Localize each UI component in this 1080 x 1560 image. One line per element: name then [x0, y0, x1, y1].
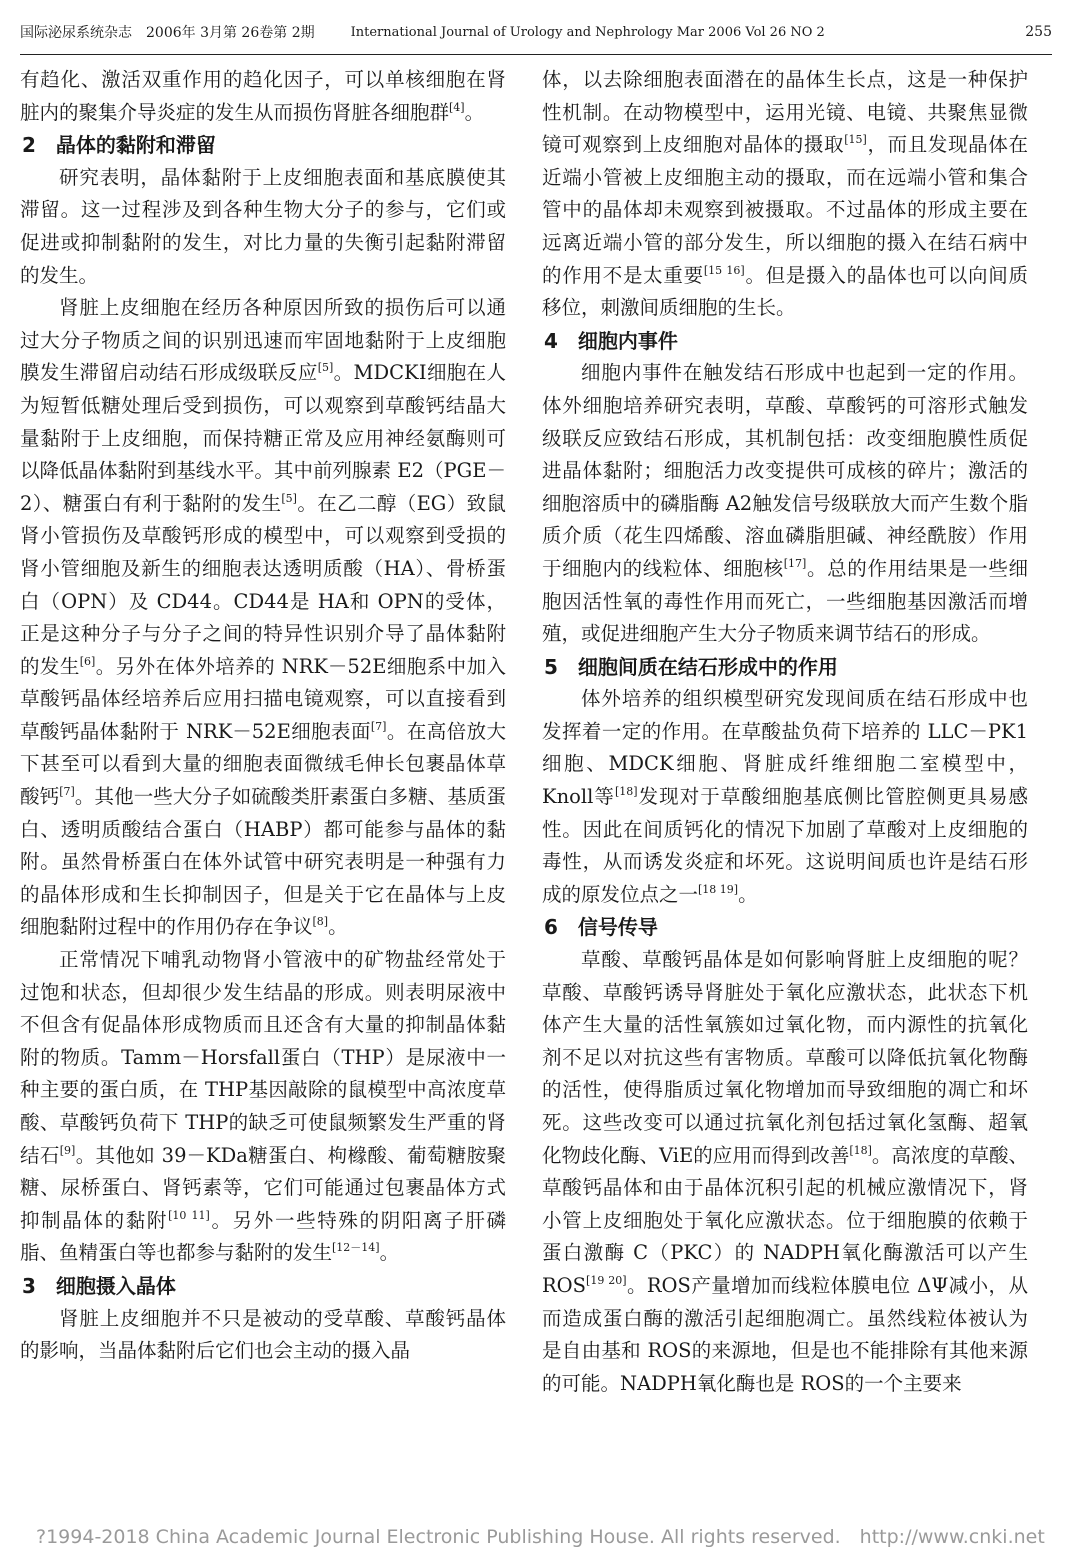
paragraph: 细胞内事件在触发结石形成中也起到一定的作用。体外细胞培养研究表明，草酸、草酸钙的可溶形式触发级联反应致结石形成，其机制包括：改变细胞膜性质促进晶体黏附；细胞活力改变提供可成核的碎片；激活的细胞溶质中的磷脂酶 A2触发信号级联放大而产生数个脂质介质（花生四烯酸、溶血磷脂胆碱、神经酰胺）作用于细胞内的线粒体、细胞核[17]。总的作用结果是一些细胞因活性氧的毒性作用而死亡，一些细胞基因激活而增殖，或促进细胞产生大分子物质来调节结石的形成。 [542, 361, 1028, 646]
citation: [18 19] [698, 882, 739, 896]
citation: [5] [317, 361, 334, 375]
paragraph: 有趋化、激活双重作用的趋化因子，可以单核细胞在肾脏内的聚集介导炎症的发生从而损伤肾脏各细胞群[4]。 [20, 68, 506, 124]
section-heading-3: 3 细胞摄入晶体 [22, 1273, 176, 1298]
citation: [17] [783, 556, 807, 570]
header-rule [20, 54, 1052, 55]
paragraph: 肾脏上皮细胞并不只是被动的受草酸、草酸钙晶体的影响，当晶体黏附后它们也会主动的摄入晶 [20, 1306, 506, 1363]
citation: [15 16] [703, 263, 745, 277]
paragraph: 体外培养的组织模型研究发现间质在结石形成中也发挥着一定的作用。在草酸盐负荷下培养的 LLC－PK1细胞、MDCK细胞、肾脏成纤维细胞二室模型中，Knoll等[18]发现对于草酸细胞基底侧比管腔侧更具易感性。因此在间质钙化的情况下加剧了草酸对上皮细胞的毒性，从而诱发炎症和坏死。这说明间质也许是结石形成的原发位点之一[18 19]。 [542, 687, 1028, 906]
journal-title-cn: 国际泌尿系统杂志 2006年 3月第 26卷第 2期 [20, 25, 315, 41]
citation: [18] [849, 1143, 872, 1157]
citation: [19 20] [586, 1273, 627, 1287]
running-header [20, 14, 1052, 50]
paragraph: 正常情况下哺乳动物肾小管液中的矿物盐经常处于过饱和状态，但却很少发生结晶的形成。则表明尿液中不但含有促晶体形成物质而且还含有大量的抑制晶体黏附的物质。Tamm－Horsfall蛋白（THP）是尿液中一种主要的蛋白质，在 THP基因敲除的鼠模型中高浓度草酸、草酸钙负荷下 THP的缺乏可使鼠频繁发生严重的肾结石[9]。其他如 39－KDa糖蛋白、枸橼酸、葡萄糖胺聚糖、尿桥蛋白、肾钙素等，它们可能通过包裹晶体方式抑制晶体的黏附[10 11]。另外一些特殊的阴阳离子肝磷脂、鱼精蛋白等也都参与黏附的发生[12－14]。 [20, 948, 506, 1265]
copyright-watermark: ?1994-2018 China Academic Journal Electronic Publishing House. All rights reserved. http://www.cnki.net [36, 1526, 1045, 1548]
citation: [9] [59, 1143, 76, 1157]
section-heading-5: 5 细胞间质在结石形成中的作用 [544, 654, 838, 679]
paragraph: 草酸、草酸钙晶体是如何影响肾脏上皮细胞的呢？草酸、草酸钙诱导肾脏处于氧化应激状态，此状态下机体产生大量的活性氧簇如过氧化物，而内源性的抗氧化剂不足以对抗这些有害物质。草酸可以降低抗氧化物酶的活性，使得脂质过氧化物增加而导致细胞的凋亡和坏死。这些改变可以通过抗氧化剂包括过氧化氢酶、超氧化物歧化酶、ViE的应用而得到改善[18]。高浓度的草酸、草酸钙晶体和由于晶体沉积引起的机械应激情况下，肾小管上皮细胞处于氧化应激状态。位于细胞膜的依赖于蛋白激酶 C（PKC）的 NADPH氧化酶激活可以产生 ROS[19 20]。ROS产量增加而线粒体膜电位 ΔΨ减小，从而造成蛋白酶的激活引起细胞凋亡。虽然线粒体被认为是自由基和 ROS的来源地，但是也不能排除有其他来源的可能。NADPH氧化酶也是 ROS的一个主要来 [542, 948, 1028, 1395]
citation: [4] [449, 100, 465, 114]
citation: [6] [79, 654, 96, 668]
paragraph: 研究表明，晶体黏附于上皮细胞表面和基底膜使其滞留。这一过程涉及到各种生物大分子的参与，它们或促进或抑制黏附的发生，对比力量的失衡引起黏附滞留的发生。 [20, 165, 506, 287]
left-column [20, 64, 506, 1504]
section-heading-6: 6 信号传导 [544, 915, 658, 940]
paragraph: 体，以去除细胞表面潜在的晶体生长点，这是一种保护性机制。在动物模型中，运用光镜、电镜、共聚焦显微镜可观察到上皮细胞对晶体的摄取[15]，而且发现晶体在近端小管被上皮细胞主动的摄取，而在远端小管和集合管中的晶体却未观察到被摄取。不过晶体的形成主要在远离近端小管的部分发生，所以细胞的摄入在结石病中的作用不是太重要[15 16]。但是摄入的晶体也可以向间质移位，刺激间质细胞的生长。 [542, 68, 1028, 320]
citation: [8] [312, 915, 329, 929]
section-heading-4: 4 细胞内事件 [544, 328, 678, 353]
citation: [18] [614, 785, 638, 799]
journal-title-en: International Journal of Urology and Nephrology Mar 2006 Vol 26 NO 2 [350, 24, 825, 40]
citation: [7] [370, 719, 387, 733]
citation: [10 11] [168, 1208, 210, 1222]
paragraph: 肾脏上皮细胞在经历各种原因所致的损伤后可以通过大分子物质之间的识别迅速而牢固地黏附于上皮细胞膜发生滞留启动结石形成级联反应[5]。MDCKⅠ细胞在人为短暂低糖处理后受到损伤，可以观察到草酸钙结晶大量黏附于上皮细胞，而保持糖正常及应用神经氨酶则可以降低晶体黏附到基线水平。其中前列腺素 E2（PGE－2）、糖蛋白有利于黏附的发生[5]。在乙二醇（EG）致鼠肾小管损伤及草酸钙形成的模型中，可以观察到受损的肾小管细胞及新生的细胞表达透明质酸（HA）、骨桥蛋白（OPN）及 CD44。CD44是 HA和 OPN的受体，正是这种分子与分子之间的特异性识别介导了晶体黏附的发生[6]。另外在体外培养的 NRK－52E细胞系中加入草酸钙晶体经培养后应用扫描电镜观察，可以直接看到草酸钙晶体黏附于 NRK－52E细胞表面[7]。在高倍放大下甚至可以看到大量的细胞表面微绒毛伸长包裹晶体草酸钙[7]。其他一些大分子如硫酸类肝素蛋白多糖、基质蛋白、透明质酸结合蛋白（HABP）都可能参与晶体的黏附。虽然骨桥蛋白在体外试管中研究表明是一种强有力的晶体形成和生长抑制因子，但是关于它在晶体与上皮细胞黏附过程中的作用仍存在争议[8]。 [20, 296, 506, 939]
citation: [5] [281, 491, 297, 505]
citation: [7] [59, 785, 75, 799]
citation: [12－14] [332, 1241, 380, 1255]
section-heading-2: 2 晶体的黏附和滞留 [22, 133, 216, 158]
page-number: 255 [1025, 24, 1052, 40]
right-column [542, 64, 1028, 1504]
citation: [15] [844, 133, 867, 147]
